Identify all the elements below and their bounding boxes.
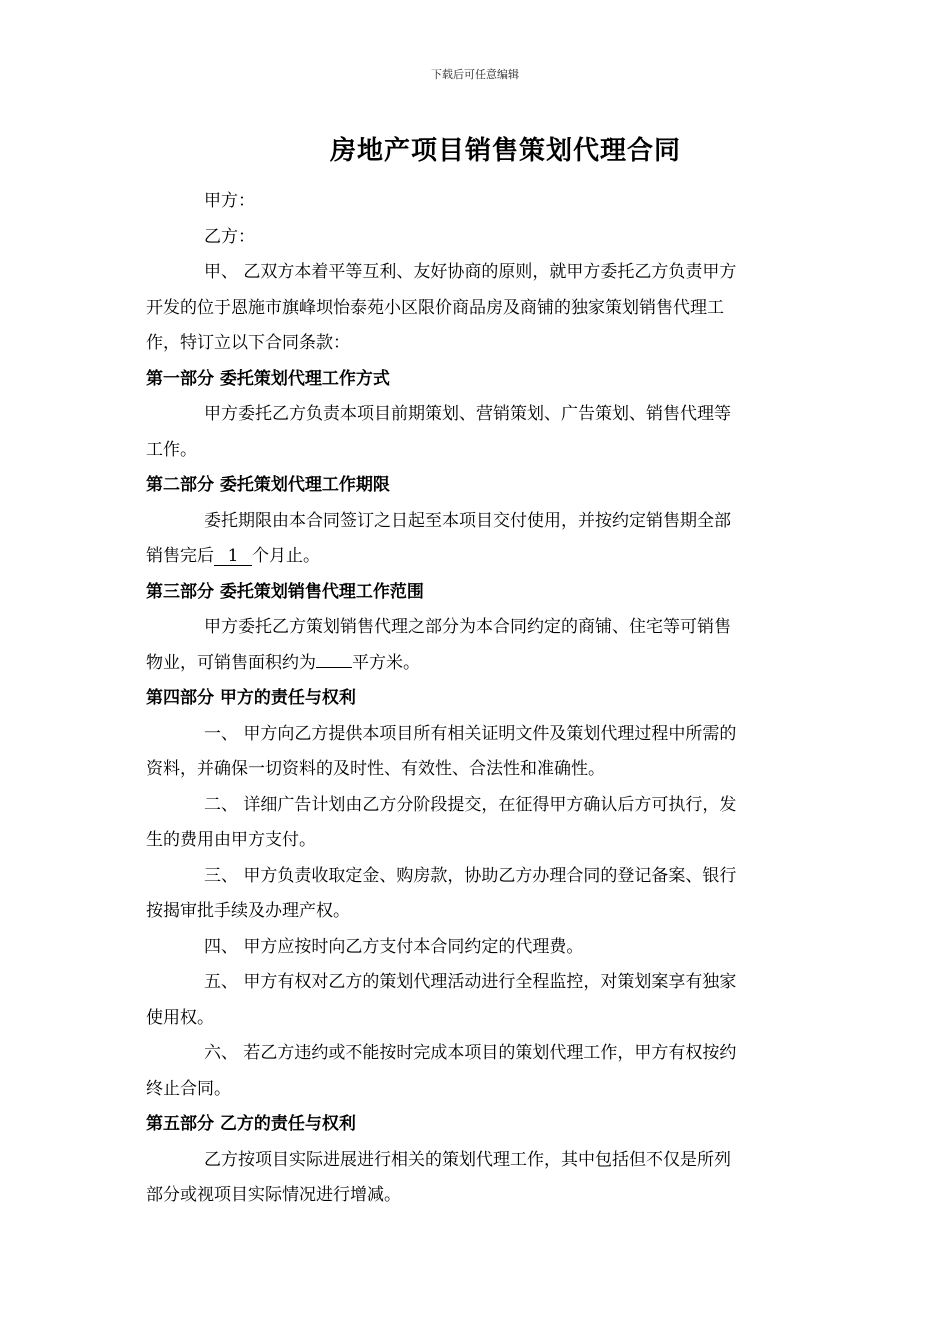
part4-item-2-line: 生的费用由甲方支付。 <box>146 830 316 850</box>
intro-line: 甲、 乙双方本着平等互利、友好协商的原则，就甲方委托乙方负责甲方 <box>204 262 737 282</box>
part2-text-before-blank: 销售完后 <box>146 546 214 566</box>
part2-text-after-blank: 个月止。 <box>252 546 320 566</box>
months-blank-field: 1 <box>214 547 252 566</box>
part4-item-1-line: 一、 甲方向乙方提供本项目所有相关证明文件及策划代理过程中所需的 <box>204 723 737 744</box>
part3-paragraph-line: 甲方委托乙方策划销售代理之部分为本合同约定的商铺、住宅等可销售 <box>204 617 731 637</box>
part4-item-6-line: 六、 若乙方违约或不能按时完成本项目的策划代理工作，甲方有权按约 <box>204 1043 737 1063</box>
intro-line: 作，特订立以下合同条款： <box>146 333 350 353</box>
area-blank-field <box>316 667 352 668</box>
part3-text-after-blank: 平方米。 <box>352 652 420 673</box>
part4-item-3-line: 三、 甲方负责收取定金、购房款，协助乙方办理合同的登记备案、银行 <box>204 865 737 886</box>
part4-item-2-line: 二、 详细广告计划由乙方分阶段提交，在征得甲方确认后方可执行，发 <box>204 794 737 815</box>
section-heading-part3: 第三部分 委托策划销售代理工作范围 <box>146 581 424 602</box>
part5-paragraph-line: 乙方按项目实际进展进行相关的策划代理工作，其中包括但不仅是所列 <box>204 1149 731 1170</box>
part2-paragraph-line: 委托期限由本合同签订之日起至本项目交付使用，并按约定销售期全部 <box>204 510 731 531</box>
section-heading-part4: 第四部分 甲方的责任与权利 <box>146 688 356 708</box>
page-header-note: 下载后可任意编辑 <box>431 68 519 81</box>
part4-item-5-line: 使用权。 <box>146 1007 214 1028</box>
party-b-line: 乙方： <box>204 226 255 247</box>
part4-item-1-line: 资料，并确保一切资料的及时性、有效性、合法性和准确性。 <box>146 759 605 779</box>
part1-paragraph-line: 甲方委托乙方负责本项目前期策划、营销策划、广告策划、销售代理等 <box>204 404 731 424</box>
section-heading-part1: 第一部分 委托策划代理工作方式 <box>146 368 390 389</box>
part4-item-4-line: 四、 甲方应按时向乙方支付本合同约定的代理费。 <box>204 936 584 957</box>
contract-body <box>146 184 806 1214</box>
section-heading-part2: 第二部分 委托策划代理工作期限 <box>146 475 390 495</box>
intro-line: 开发的位于恩施市旗峰坝怡泰苑小区限价商品房及商铺的独家策划销售代理工 <box>146 297 724 318</box>
part1-paragraph-line: 工作。 <box>146 439 197 460</box>
part3-paragraph-line <box>146 646 806 682</box>
section-heading-part5: 第五部分 乙方的责任与权利 <box>146 1114 356 1134</box>
part4-item-5-line: 五、 甲方有权对乙方的策划代理活动进行全程监控，对策划案享有独家 <box>204 972 737 992</box>
part4-item-6-line: 终止合同。 <box>146 1078 231 1099</box>
part4-item-3-line: 按揭审批手续及办理产权。 <box>146 901 350 921</box>
document-title: 房地产项目销售策划代理合同 <box>330 136 682 166</box>
part2-paragraph-line <box>146 539 806 575</box>
party-a-line: 甲方： <box>204 191 255 211</box>
part5-paragraph-line: 部分或视项目实际情况进行增减。 <box>146 1185 401 1205</box>
part3-text-before-blank: 物业，可销售面积约为 <box>146 652 316 673</box>
